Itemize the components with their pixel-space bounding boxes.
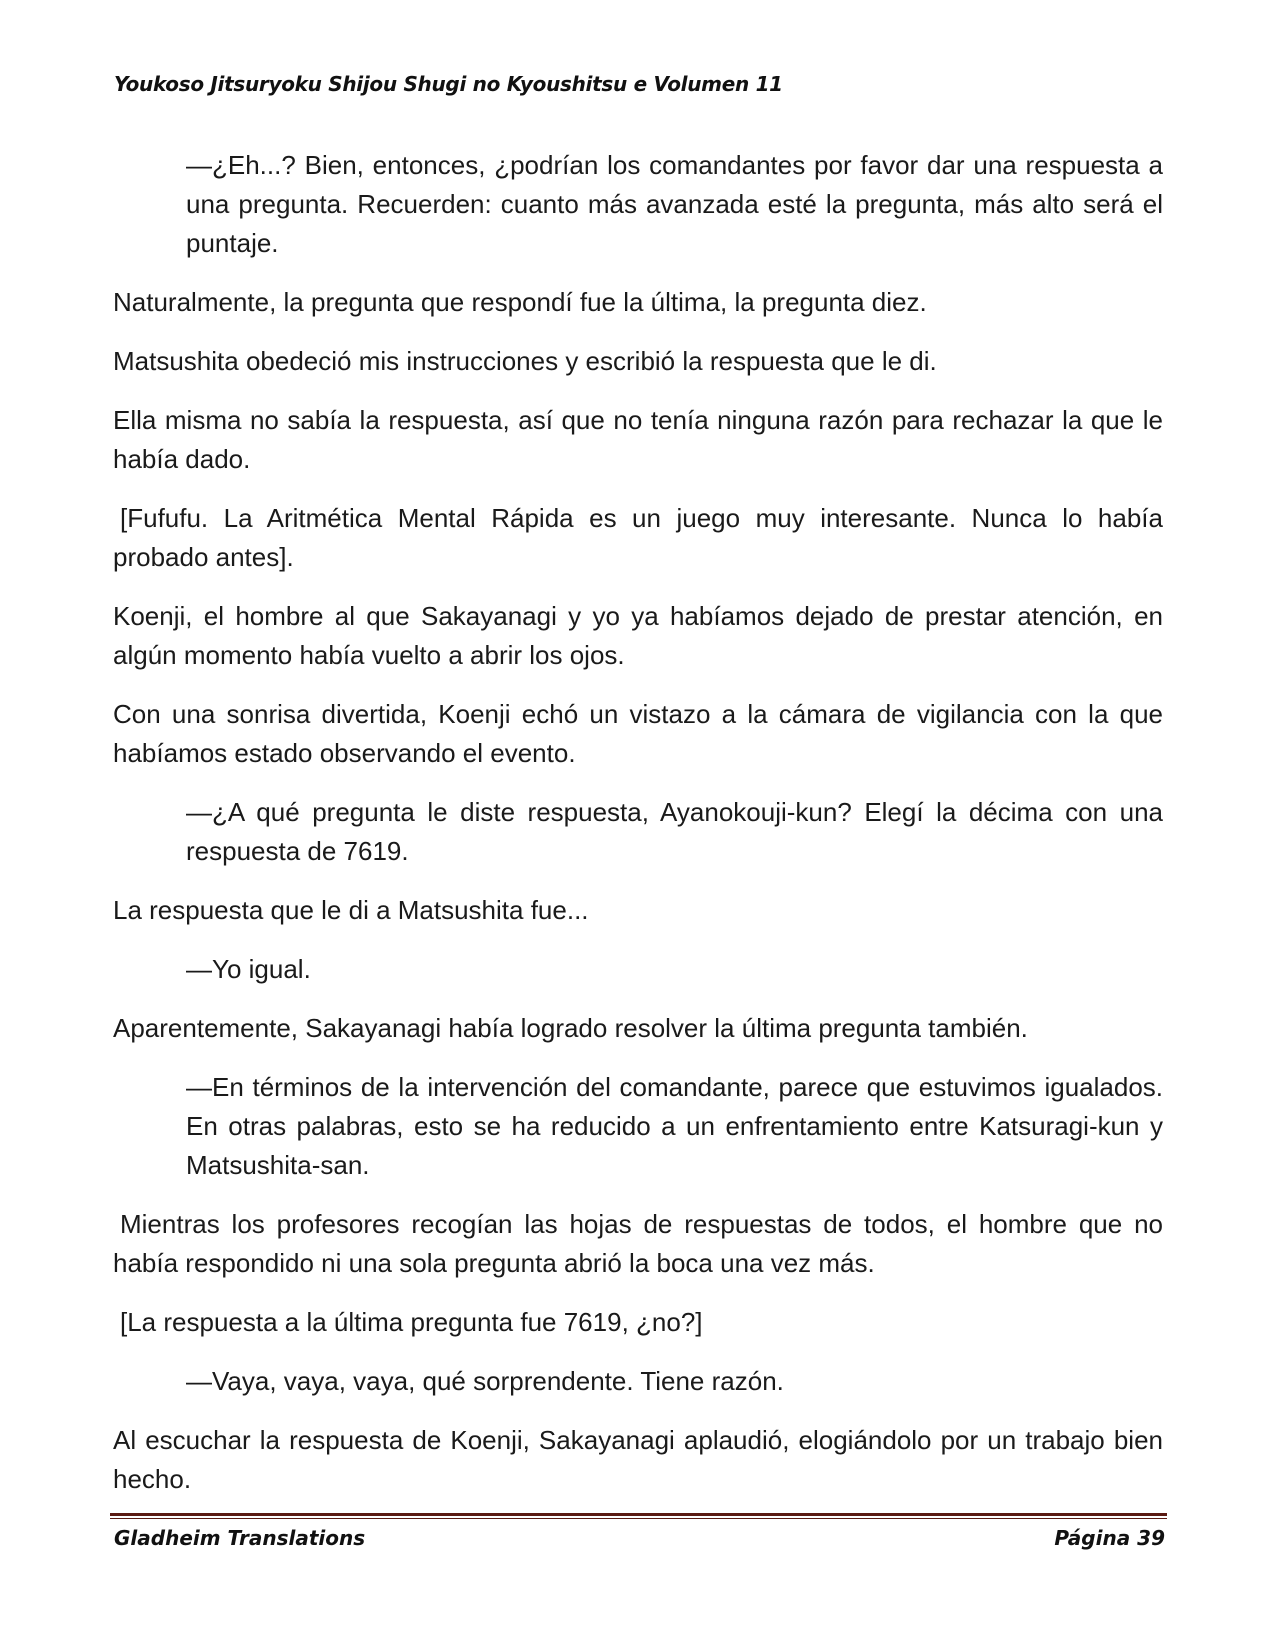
dialogue-paragraph: —Vaya, vaya, vaya, qué sorprendente. Tiene razón. — [186, 1366, 784, 1396]
paragraph: La respuesta que le di a Matsushita fue... — [113, 895, 589, 925]
dialogue-paragraph: —¿Eh...? Bien, entonces, ¿podrían los comandantes por favor dar una respuesta a una pregunta. Recuerden: cuanto más avanzada esté la pregunta, más alto será el puntaje. — [186, 150, 1163, 258]
footer-rule-thin — [110, 1518, 1167, 1519]
paragraph: Con una sonrisa divertida, Koenji echó un vistazo a la cámara de vigilancia con la que habíamos estado observando el evento. — [113, 699, 1163, 768]
page-body — [113, 146, 1163, 1519]
footer-page-number: Página 39 — [1054, 1526, 1165, 1550]
paragraph: Aparentemente, Sakayanagi había logrado resolver la última pregunta también. — [113, 1013, 1028, 1043]
page-header-title: Youkoso Jitsuryoku Shijou Shugi no Kyoushitsu e Volumen 11 — [114, 72, 783, 96]
bracket-paragraph: [Fufufu. La Aritmética Mental Rápida es un juego muy interesante. Nunca lo había probado antes]. — [113, 503, 1163, 572]
paragraph: Mientras los profesores recogían las hojas de respuestas de todos, el hombre que no había respondido ni una sola pregunta abrió la boca una vez más. — [113, 1209, 1163, 1278]
paragraph: Koenji, el hombre al que Sakayanagi y yo ya habíamos dejado de prestar atención, en algún momento había vuelto a abrir los ojos. — [113, 601, 1163, 670]
paragraph: Ella misma no sabía la respuesta, así que no tenía ninguna razón para rechazar la que le había dado. — [113, 405, 1163, 474]
paragraph: Al escuchar la respuesta de Koenji, Sakayanagi aplaudió, elogiándolo por un trabajo bien hecho. — [113, 1425, 1163, 1494]
dialogue-paragraph: —Yo igual. — [186, 954, 311, 984]
paragraph: Naturalmente, la pregunta que respondí fue la última, la pregunta diez. — [113, 287, 927, 317]
dialogue-paragraph: —En términos de la intervención del comandante, parece que estuvimos igualados. En otras palabras, esto se ha reducido a un enfrentamiento entre Katsuragi-kun y Matsushita-san. — [186, 1072, 1163, 1180]
footer-translator: Gladheim Translations — [114, 1526, 366, 1550]
footer-rule-thick — [110, 1513, 1167, 1516]
bracket-paragraph: [La respuesta a la última pregunta fue 7619, ¿no?] — [120, 1307, 703, 1337]
dialogue-paragraph: —¿A qué pregunta le diste respuesta, Ayanokouji-kun? Elegí la décima con una respuesta de 7619. — [186, 797, 1163, 866]
paragraph: Matsushita obedeció mis instrucciones y escribió la respuesta que le di. — [113, 346, 937, 376]
